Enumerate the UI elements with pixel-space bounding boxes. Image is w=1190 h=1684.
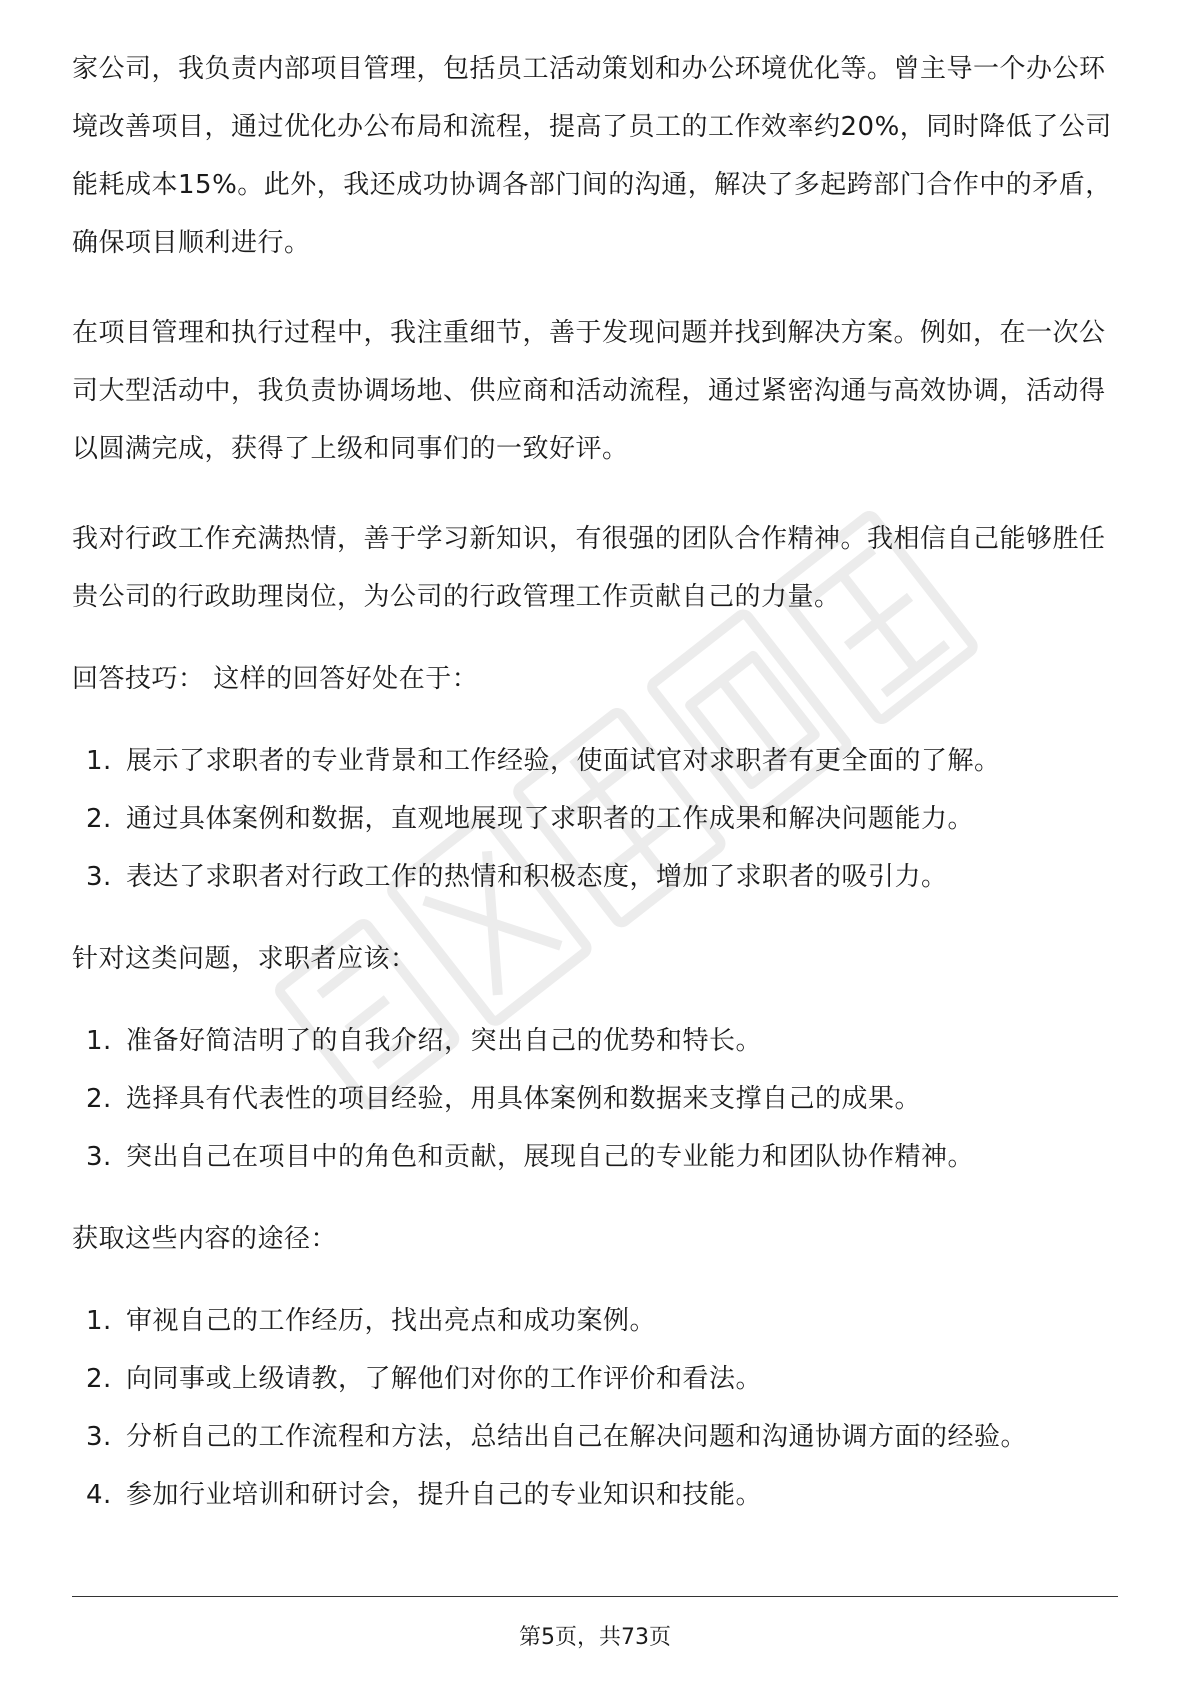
list-item-text: 向同事或上级请教，了解他们对你的工作评价和看法。 [126,1364,763,1394]
tips-heading: 回答技巧： 这样的回答好处在于： [72,664,479,694]
list-item-number: 1. [86,1306,112,1336]
intro-paragraph-2: 在项目管理和执行过程中，我注重细节，善于发现问题并找到解决方案。例如，在一次公司大型活动中，我负责协调场地、供应商和活动流程，通过紧密沟通与高效协调，活动得以圆满完成，获得了上级和同事们的一致好评。 [72,318,1106,464]
list-item-number: 1. [86,746,112,776]
list-item [72,790,1118,848]
list-item-number: 2. [86,804,112,834]
list-item-text: 准备好简洁明了的自我介绍，突出自己的优势和特长。 [126,1026,763,1056]
list-item [72,1350,1118,1408]
list-item-number: 2. [86,1084,112,1114]
list-item [72,1408,1118,1466]
intro-paragraph-1: 家公司，我负责内部项目管理，包括员工活动策划和办公环境优化等。曾主导一个办公环境改善项目，通过优化办公布局和流程，提高了员工的工作效率约20%，同时降低了公司能耗成本15%。此外，我还成功协调各部门间的沟通，解决了多起跨部门合作中的矛盾，确保项目顺利进行。 [72,54,1112,258]
list-item-number: 3. [86,1142,112,1172]
list-item-text: 审视自己的工作经历，找出亮点和成功案例。 [126,1306,657,1336]
advice-list [72,1012,1118,1186]
page-number: 第5页，共73页 [519,1625,671,1650]
sources-list [72,1292,1118,1524]
list-item-text: 参加行业培训和研讨会，提升自己的专业知识和技能。 [126,1480,763,1510]
list-item [72,1128,1118,1186]
intro-paragraph-3: 我对行政工作充满热情，善于学习新知识，有很强的团队合作精神。我相信自己能够胜任贵公司的行政助理岗位，为公司的行政管理工作贡献自己的力量。 [72,524,1106,612]
list-item-text: 表达了求职者对行政工作的热情和积极态度，增加了求职者的吸引力。 [126,862,948,892]
list-item [72,1012,1118,1070]
list-item-number: 3. [86,862,112,892]
list-item-number: 2. [86,1364,112,1394]
list-item [72,1466,1118,1524]
tips-list [72,732,1118,906]
document-body [72,40,1118,1524]
list-item [72,1292,1118,1350]
list-item-text: 选择具有代表性的项目经验，用具体案例和数据来支撑自己的成果。 [126,1084,922,1114]
list-item-text: 突出自己在项目中的角色和贡献，展现自己的专业能力和团队协作精神。 [126,1142,975,1172]
list-item-number: 4. [86,1480,112,1510]
list-item-number: 3. [86,1422,112,1452]
sources-heading: 获取这些内容的途径： [72,1224,338,1254]
advice-heading: 针对这类问题，求职者应该： [72,944,417,974]
list-item [72,1070,1118,1128]
list-item-text: 通过具体案例和数据，直观地展现了求职者的工作成果和解决问题能力。 [126,804,975,834]
list-item-text: 分析自己的工作流程和方法，总结出自己在解决问题和沟通协调方面的经验。 [126,1422,1028,1452]
list-item-number: 1. [86,1026,112,1056]
footer-divider [72,1596,1118,1597]
list-item [72,732,1118,790]
list-item-text: 展示了求职者的专业背景和工作经验，使面试官对求职者有更全面的了解。 [126,746,1001,776]
list-item [72,848,1118,906]
